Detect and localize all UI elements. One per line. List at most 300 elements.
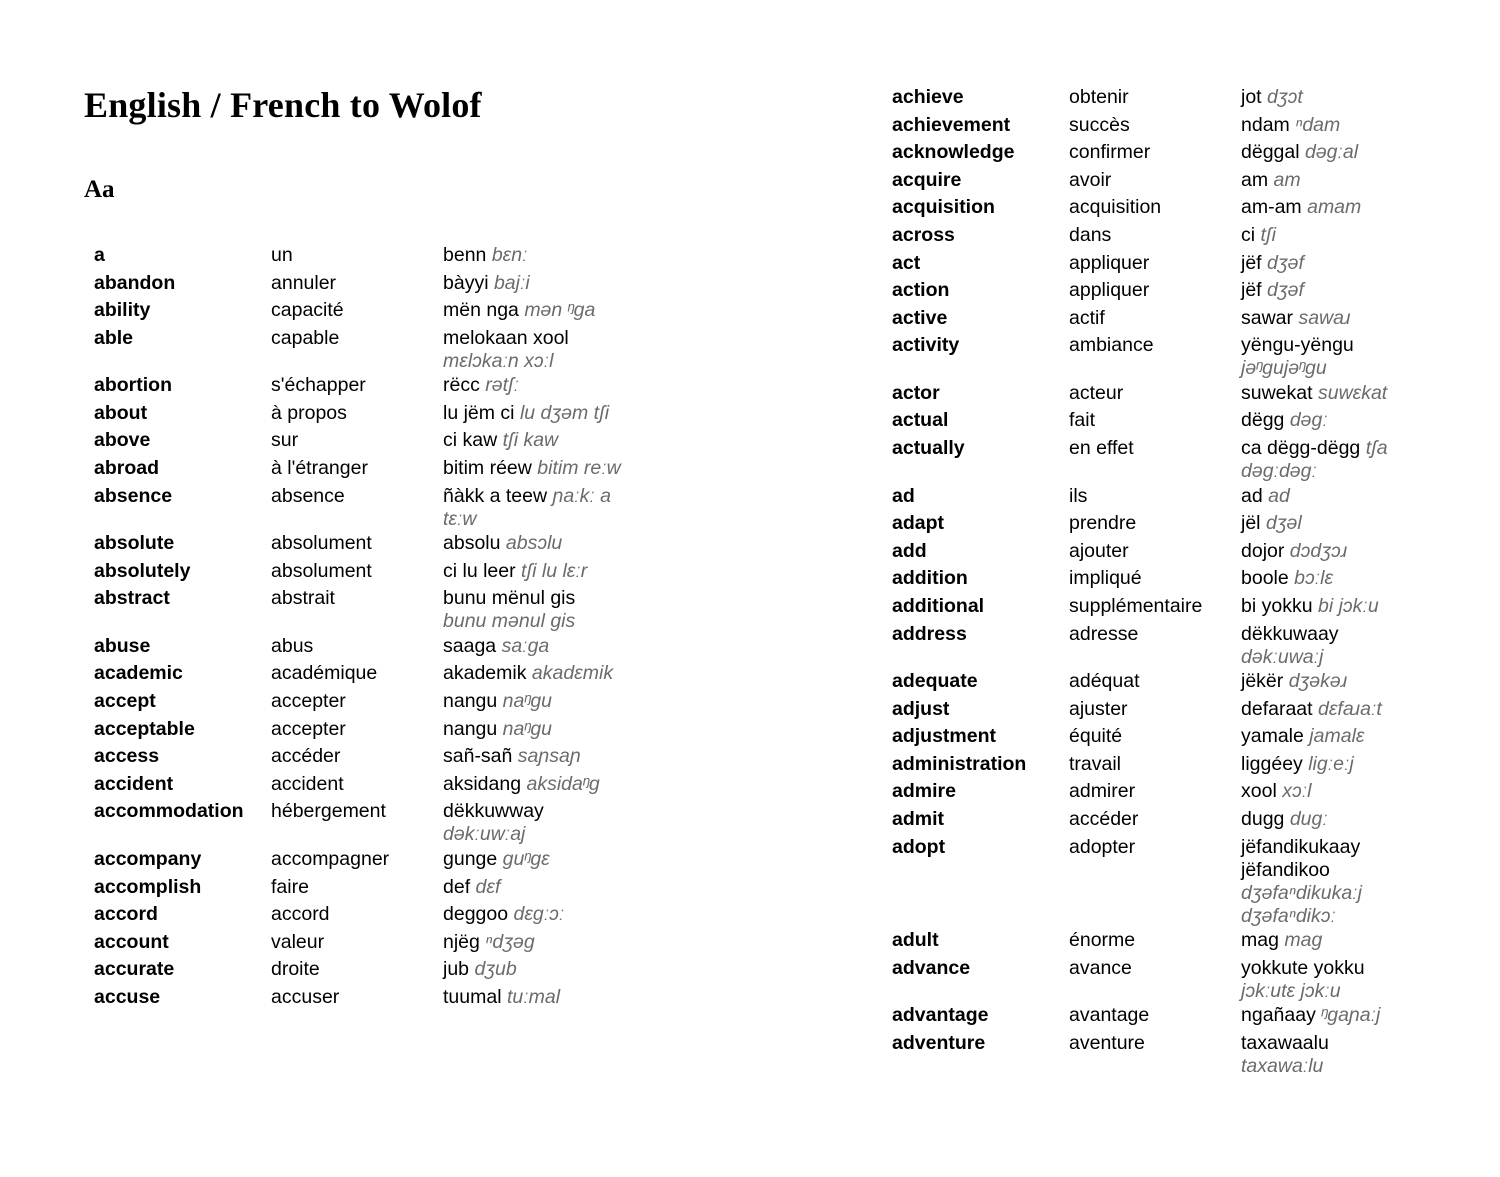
wolof-translation: [443, 244, 621, 267]
dictionary-entry: [892, 224, 1409, 247]
english-term: active: [892, 306, 948, 329]
wolof-translation: [1241, 86, 1409, 109]
section-heading: Aa: [84, 176, 115, 203]
french-term: accuser: [271, 985, 340, 1008]
pronunciation: suwɛkat: [1317, 381, 1388, 404]
english-term: absence: [94, 484, 173, 507]
pronunciation: sawaɹ: [1298, 306, 1351, 329]
wolof-translation: [443, 532, 621, 555]
dictionary-entry: [94, 457, 621, 480]
french-term: fait: [1069, 409, 1096, 432]
wolof-term: bàyyi: [443, 271, 489, 294]
pronunciation: saːga: [501, 634, 550, 657]
pronunciation: tuːmal: [506, 985, 561, 1008]
french-term: énorme: [1069, 929, 1136, 952]
french-term: valeur: [271, 930, 325, 953]
english-term: abandon: [94, 271, 176, 294]
french-term: impliqué: [1069, 567, 1142, 590]
wolof-translation: [443, 587, 621, 633]
dictionary-entry: [94, 876, 621, 899]
pronunciation: mən ᵑga: [524, 299, 596, 322]
french-term: adopter: [1069, 835, 1136, 858]
french-term: supplémentaire: [1069, 594, 1203, 617]
pronunciation: bi jɔkːu: [1317, 594, 1379, 617]
pronunciation: ⁿdam: [1295, 113, 1341, 136]
pronunciation: ligːeːj: [1308, 752, 1354, 775]
dictionary-entry: [892, 334, 1409, 380]
wolof-term: ci kaw: [443, 429, 498, 452]
pronunciation: bitim reːw: [537, 457, 621, 480]
wolof-translation: [443, 299, 621, 322]
wolof-term: yëngu-yëngu: [1241, 334, 1354, 357]
wolof-term: ñàkk a teew: [443, 484, 548, 507]
wolof-term: sañ-sañ: [443, 745, 513, 768]
french-term: accompagner: [271, 847, 390, 870]
wolof-translation: [443, 718, 621, 741]
english-term: a: [94, 244, 105, 266]
pronunciation: jəᵑgujəᵑgu: [1241, 357, 1327, 380]
wolof-translation: [1241, 753, 1409, 776]
pronunciation: bajːi: [493, 271, 530, 294]
dictionary-entry: [892, 382, 1409, 405]
wolof-term: suwekat: [1241, 381, 1313, 404]
french-term: adresse: [1069, 622, 1139, 645]
wolof-term: nangu: [443, 690, 498, 713]
dictionary-entry: [94, 958, 621, 981]
dictionary-entry: [94, 773, 621, 796]
dictionary-entry: [94, 690, 621, 713]
french-term: un: [271, 244, 293, 266]
english-term: absolutely: [94, 559, 191, 582]
pronunciation: dəgːal: [1304, 141, 1359, 164]
pronunciation: bɛnː: [491, 244, 528, 266]
dictionary-entry: [892, 485, 1409, 508]
wolof-term: ndam: [1241, 113, 1290, 136]
dictionary-entry: [892, 567, 1409, 590]
pronunciation: mag: [1284, 929, 1323, 952]
wolof-translation: [1241, 224, 1409, 247]
pronunciation: tʃi kaw: [502, 429, 559, 452]
english-term: accompany: [94, 847, 202, 870]
french-term: adéquat: [1069, 670, 1140, 692]
wolof-translation: [1241, 595, 1409, 618]
pronunciation: jamalɛ: [1309, 725, 1365, 748]
english-term: admire: [892, 780, 956, 803]
wolof-translation: [1241, 252, 1409, 275]
dictionary-entry: [892, 279, 1409, 302]
english-term: address: [892, 622, 967, 645]
english-term: above: [94, 429, 151, 452]
wolof-term: jël: [1241, 512, 1261, 535]
french-term: dans: [1069, 223, 1112, 246]
french-term: à l'étranger: [271, 457, 368, 480]
wolof-translation: [443, 429, 621, 452]
wolof-term: bunu mënul gis: [443, 587, 576, 610]
french-term: accepter: [271, 690, 346, 713]
wolof-term: lu jëm ci: [443, 401, 515, 424]
pronunciation: naᵑgu: [502, 690, 553, 713]
dictionary-entry: [892, 169, 1409, 192]
dictionary-entry: [94, 485, 621, 531]
wolof-translation: [1241, 540, 1409, 563]
wolof-term: ad: [1241, 484, 1263, 507]
pronunciation: dʒɔt: [1267, 86, 1303, 108]
wolof-term: ci lu leer: [443, 559, 516, 582]
wolof-term: am-am: [1241, 196, 1302, 219]
dictionary-entry: [892, 252, 1409, 275]
french-term: accéder: [271, 745, 341, 768]
wolof-term: benn: [443, 244, 487, 266]
french-term: ajouter: [1069, 539, 1129, 562]
dictionary-column-right: [892, 86, 1409, 1079]
english-term: admit: [892, 807, 945, 830]
english-term: actually: [892, 437, 965, 460]
french-term: actif: [1069, 306, 1105, 329]
dictionary-entry: [94, 272, 621, 295]
wolof-translation: [1241, 698, 1409, 721]
pronunciation: ɲaːkː a tɛːw: [443, 484, 612, 530]
dictionary-entry: [94, 745, 621, 768]
wolof-translation: [443, 327, 621, 373]
dictionary-entry: [892, 196, 1409, 219]
wolof-term: jëf: [1241, 279, 1262, 302]
wolof-term: akademik: [443, 662, 527, 685]
english-term: acceptable: [94, 717, 195, 740]
english-term: accommodation: [94, 800, 244, 823]
pronunciation: dɛf: [475, 875, 501, 898]
wolof-translation: [443, 931, 621, 954]
dictionary-entry: [94, 986, 621, 1009]
pronunciation: bɔːlɛ: [1294, 567, 1334, 590]
english-term: adapt: [892, 512, 945, 535]
pronunciation: amam: [1307, 196, 1362, 219]
english-term: abuse: [94, 634, 151, 657]
pronunciation: xɔːl: [1282, 780, 1312, 803]
dictionary-entry: [892, 307, 1409, 330]
french-term: avance: [1069, 956, 1132, 979]
wolof-translation: [443, 903, 621, 926]
french-term: prendre: [1069, 512, 1137, 535]
dictionary-entry: [94, 429, 621, 452]
wolof-term: am: [1241, 168, 1269, 191]
english-term: achievement: [892, 113, 1011, 136]
pronunciation: ⁿdʒəg: [485, 930, 535, 953]
english-term: adjustment: [892, 725, 997, 748]
wolof-translation: [1241, 334, 1409, 380]
dictionary-entry: [94, 903, 621, 926]
english-term: adjust: [892, 697, 950, 720]
wolof-translation: [443, 635, 621, 658]
wolof-term: jot: [1241, 86, 1262, 108]
english-term: accident: [94, 772, 174, 795]
french-term: droite: [271, 958, 320, 981]
pronunciation: dɛfaɹaːt: [1317, 697, 1382, 720]
english-term: account: [94, 930, 169, 953]
english-term: abstract: [94, 587, 170, 610]
english-term: accuse: [94, 985, 161, 1008]
french-term: appliquer: [1069, 251, 1150, 274]
pronunciation: dʒəf: [1267, 279, 1304, 302]
french-term: ajuster: [1069, 697, 1128, 720]
english-term: actor: [892, 381, 940, 404]
wolof-term: dojor: [1241, 539, 1285, 562]
english-term: administration: [892, 752, 1027, 775]
pronunciation: dʒəf: [1267, 251, 1304, 274]
french-term: abus: [271, 634, 314, 657]
english-term: across: [892, 223, 955, 246]
wolof-translation: [443, 662, 621, 685]
french-term: absolument: [271, 559, 372, 582]
wolof-term: deggoo: [443, 903, 509, 926]
pronunciation: taxawaːlu: [1241, 1054, 1324, 1077]
french-term: abstrait: [271, 587, 335, 610]
french-term: capacité: [271, 299, 344, 322]
wolof-translation: [443, 848, 621, 871]
dictionary-entry: [94, 327, 621, 373]
french-term: confirmer: [1069, 141, 1151, 164]
english-term: adult: [892, 929, 939, 952]
wolof-translation: [443, 958, 621, 981]
pronunciation: dʒub: [474, 958, 517, 981]
pronunciation: dʒəl: [1265, 512, 1302, 535]
wolof-term: yokkute yokku: [1241, 956, 1365, 979]
dictionary-entry: [892, 808, 1409, 831]
wolof-term: dëgg: [1241, 409, 1285, 432]
french-term: en effet: [1069, 437, 1134, 460]
pronunciation: dəkːuwaːj: [1241, 645, 1324, 668]
english-term: abroad: [94, 457, 160, 480]
dictionary-entry: [892, 670, 1409, 693]
wolof-term: dëkkuwaay: [1241, 622, 1339, 645]
wolof-translation: [443, 876, 621, 899]
wolof-translation: [443, 745, 621, 768]
dictionary-entry: [94, 374, 621, 397]
english-term: adventure: [892, 1031, 986, 1054]
dictionary-entry: [94, 532, 621, 555]
pronunciation: bunu mənul gis: [443, 610, 576, 633]
wolof-term: jëkër: [1241, 670, 1284, 692]
dictionary-entry: [892, 595, 1409, 618]
french-term: accord: [271, 903, 330, 926]
wolof-translation: [1241, 114, 1409, 137]
wolof-translation: [443, 272, 621, 295]
wolof-term: njëg: [443, 930, 480, 953]
wolof-translation: [1241, 670, 1409, 693]
dictionary-entry: [892, 753, 1409, 776]
wolof-term: absolu: [443, 532, 501, 555]
english-term: accomplish: [94, 875, 202, 898]
wolof-translation: [1241, 279, 1409, 302]
wolof-translation: [1241, 382, 1409, 405]
dictionary-entry: [94, 662, 621, 685]
pronunciation: dɔdʒɔɹ: [1289, 539, 1348, 562]
dictionary-entry: [94, 299, 621, 322]
english-term: actual: [892, 409, 949, 432]
dictionary-entry: [892, 836, 1409, 928]
wolof-term: rëcc: [443, 374, 480, 397]
dictionary-entry: [892, 540, 1409, 563]
dictionary-entry: [892, 86, 1409, 109]
wolof-translation: [443, 457, 621, 480]
french-term: ils: [1069, 484, 1088, 507]
french-term: ambiance: [1069, 334, 1154, 357]
wolof-term: saaga: [443, 634, 497, 657]
wolof-translation: [1241, 808, 1409, 831]
french-term: à propos: [271, 401, 347, 424]
wolof-translation: [1241, 836, 1409, 928]
dictionary-entry: [892, 1032, 1409, 1078]
english-term: advantage: [892, 1004, 989, 1027]
english-term: absolute: [94, 532, 175, 555]
english-term: access: [94, 745, 160, 768]
wolof-term: nangu: [443, 717, 498, 740]
french-term: acquisition: [1069, 196, 1162, 219]
french-term: académique: [271, 662, 378, 685]
english-term: ad: [892, 484, 915, 507]
french-term: absolument: [271, 532, 372, 555]
wolof-term: boole: [1241, 567, 1289, 590]
pronunciation: mɛlɔkaːn xɔːl: [443, 349, 554, 372]
french-term: sur: [271, 429, 299, 452]
wolof-translation: [1241, 725, 1409, 748]
wolof-term: mën nga: [443, 299, 519, 322]
wolof-translation: [443, 800, 621, 846]
pronunciation: dəkːuwːaj: [443, 823, 526, 846]
wolof-term: yamale: [1241, 725, 1304, 748]
wolof-term: defaraat: [1241, 697, 1313, 720]
dictionary-entry: [94, 635, 621, 658]
french-term: obtenir: [1069, 86, 1129, 108]
french-term: annuler: [271, 271, 337, 294]
wolof-term: gunge: [443, 847, 498, 870]
pronunciation: saɲsaɲ: [517, 745, 581, 768]
wolof-term: bi yokku: [1241, 594, 1313, 617]
french-term: capable: [271, 326, 340, 349]
wolof-translation: [1241, 307, 1409, 330]
dictionary-entry: [892, 114, 1409, 137]
english-term: accurate: [94, 958, 175, 981]
french-term: aventure: [1069, 1031, 1145, 1054]
wolof-term: dugg: [1241, 807, 1285, 830]
wolof-translation: [443, 374, 621, 397]
english-term: additional: [892, 594, 985, 617]
wolof-term: def: [443, 875, 471, 898]
dictionary-entry: [892, 929, 1409, 952]
pronunciation: dəgː: [1289, 409, 1328, 432]
dictionary-entry: [892, 623, 1409, 669]
french-term: hébergement: [271, 800, 386, 823]
french-term: appliquer: [1069, 279, 1150, 302]
dictionary-entry: [94, 848, 621, 871]
wolof-term: melokaan xool: [443, 326, 569, 349]
wolof-term: sawar: [1241, 306, 1294, 329]
wolof-term: aksidang: [443, 772, 522, 795]
pronunciation: tʃa dəgːdəgː: [1241, 437, 1388, 483]
dictionary-entry: [892, 1004, 1409, 1027]
pronunciation: dɛgːɔː: [513, 903, 565, 926]
french-term: faire: [271, 875, 309, 898]
wolof-term: xool: [1241, 780, 1277, 803]
french-term: avantage: [1069, 1004, 1150, 1027]
wolof-translation: [1241, 1004, 1409, 1027]
wolof-translation: [1241, 567, 1409, 590]
wolof-translation: [1241, 512, 1409, 535]
english-term: accept: [94, 690, 156, 713]
english-term: accord: [94, 903, 158, 926]
pronunciation: dʒəkəɹ: [1288, 670, 1348, 692]
wolof-translation: [1241, 141, 1409, 164]
wolof-translation: [1241, 623, 1409, 669]
wolof-translation: [1241, 1032, 1409, 1078]
wolof-term: dëkkuwway: [443, 800, 544, 823]
page-title: English / French to Wolof: [84, 85, 482, 125]
wolof-term: liggéey: [1241, 752, 1303, 775]
pronunciation: naᵑgu: [502, 717, 553, 740]
english-term: about: [94, 401, 148, 424]
dictionary-entry: [892, 725, 1409, 748]
pronunciation: dʒəfaⁿdikukaːj dʒəfaⁿdikɔː: [1241, 881, 1362, 927]
wolof-term: ngañaay: [1241, 1004, 1316, 1027]
english-term: acknowledge: [892, 141, 1015, 164]
dictionary-entry: [94, 560, 621, 583]
french-term: succès: [1069, 113, 1130, 136]
french-term: travail: [1069, 752, 1122, 775]
wolof-translation: [1241, 409, 1409, 432]
english-term: activity: [892, 334, 960, 357]
wolof-translation: [443, 773, 621, 796]
dictionary-entry: [892, 141, 1409, 164]
english-term: adopt: [892, 835, 946, 858]
wolof-term: mag: [1241, 929, 1279, 952]
dictionary-entry: [892, 698, 1409, 721]
pronunciation: aksidaᵑg: [526, 772, 600, 795]
dictionary-entry: [892, 780, 1409, 803]
english-term: ability: [94, 299, 151, 322]
wolof-term: jëfandikukaay jëfandikoo: [1241, 835, 1361, 881]
english-term: achieve: [892, 86, 964, 108]
french-term: avoir: [1069, 168, 1112, 191]
dictionary-entry: [892, 957, 1409, 1003]
pronunciation: lu dʒəm tʃi: [519, 401, 610, 424]
wolof-translation: [443, 986, 621, 1009]
wolof-translation: [1241, 485, 1409, 508]
dictionary-entry: [892, 409, 1409, 432]
wolof-translation: [443, 690, 621, 713]
english-term: add: [892, 539, 927, 562]
french-term: accepter: [271, 717, 346, 740]
french-term: admirer: [1069, 780, 1136, 803]
pronunciation: guᵑgɛ: [502, 847, 550, 870]
english-term: act: [892, 251, 921, 274]
french-term: absence: [271, 484, 345, 507]
wolof-translation: [1241, 437, 1409, 483]
wolof-translation: [1241, 169, 1409, 192]
english-term: acquisition: [892, 196, 995, 219]
english-term: abortion: [94, 374, 172, 397]
french-term: équité: [1069, 725, 1123, 748]
dictionary-entry: [94, 931, 621, 954]
wolof-translation: [1241, 780, 1409, 803]
pronunciation: absɔlu: [505, 532, 563, 555]
wolof-translation: [443, 402, 621, 425]
wolof-translation: [1241, 957, 1409, 1003]
french-term: accident: [271, 772, 344, 795]
dictionary-entry: [94, 800, 621, 846]
english-term: advance: [892, 956, 971, 979]
english-term: addition: [892, 567, 968, 590]
dictionary-entry: [94, 244, 621, 267]
wolof-term: taxawaalu: [1241, 1031, 1329, 1054]
